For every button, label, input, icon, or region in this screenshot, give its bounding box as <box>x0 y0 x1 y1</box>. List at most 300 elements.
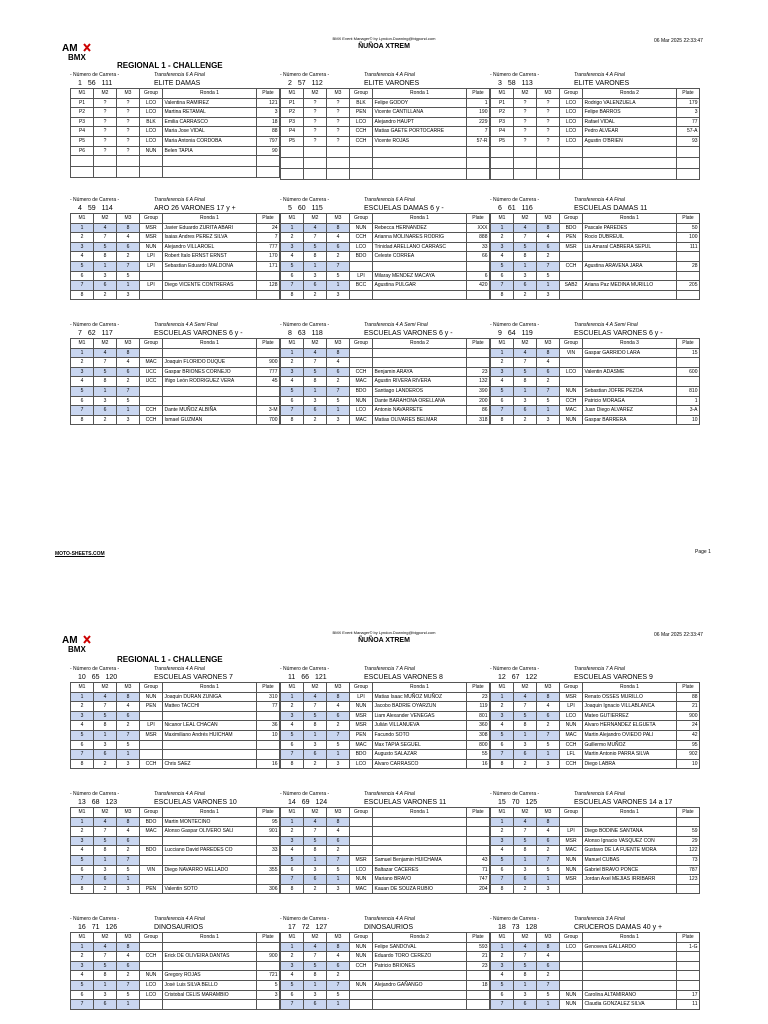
moto-1-gate: 5 <box>491 261 514 271</box>
rider-name <box>163 290 257 300</box>
moto-2-gate: 6 <box>514 406 537 416</box>
moto-2-gate: 3 <box>514 740 537 750</box>
table-header-row <box>491 214 700 224</box>
moto-1-gate: 4 <box>71 721 94 731</box>
rider-plate: 1 <box>467 98 490 108</box>
moto-1-gate: 4 <box>71 971 94 981</box>
rider-group <box>140 855 163 865</box>
rider-group: NUN <box>140 242 163 252</box>
rider-group <box>140 396 163 406</box>
moto-1-gate: P1 <box>281 98 304 108</box>
rider-name: Maria Antonia CORDOBA <box>163 136 257 146</box>
race-numbers-label: - Número de Carrera - <box>70 916 120 922</box>
table-row <box>281 1000 490 1010</box>
rider-name: Ismael GUZMAN <box>163 415 257 425</box>
rider-group <box>140 386 163 396</box>
col-m2: M2 <box>304 808 327 818</box>
moto-2-gate: 1 <box>304 855 327 865</box>
moto-3-gate: 5 <box>117 990 140 1000</box>
moto-3-gate: 7 <box>117 261 140 271</box>
moto-1-gate: 3 <box>491 242 514 252</box>
rider-plate: 787 <box>677 865 700 875</box>
rider-name <box>583 157 677 168</box>
moto-1-gate: 1 <box>281 942 304 952</box>
col-m3: M3 <box>537 683 560 693</box>
moto-3-gate: 1 <box>327 406 350 416</box>
moto-3-gate: 7 <box>537 855 560 865</box>
rider-name <box>373 846 467 856</box>
rider-group: NUN <box>560 721 583 731</box>
moto-2-gate <box>514 146 537 157</box>
race-numbers: 14 69 124 <box>288 799 328 806</box>
moto-3-gate <box>537 157 560 168</box>
svg-text:BMX: BMX <box>68 645 86 654</box>
col-m3: M3 <box>117 214 140 224</box>
moto-3-gate: 6 <box>327 836 350 846</box>
moto-3-gate: ? <box>327 108 350 118</box>
rider-name: Joaquin DURAN ZUNIGA <box>163 692 257 702</box>
moto-3-gate: 7 <box>327 261 350 271</box>
rider-plate <box>257 711 280 721</box>
moto-1-gate <box>281 157 304 168</box>
moto-3-gate: 8 <box>117 817 140 827</box>
col-plate: Plate <box>467 683 490 693</box>
moto-2-gate: 8 <box>514 252 537 262</box>
moto-3-gate: 5 <box>537 865 560 875</box>
table-row <box>491 233 700 243</box>
moto-1-gate: 5 <box>281 855 304 865</box>
transfer-label: Transferencia 6 A Final <box>574 791 625 797</box>
col-plate: Plate <box>677 933 700 943</box>
rider-group: MSR <box>140 223 163 233</box>
moto-1-gate: 4 <box>491 846 514 856</box>
moto-3-gate: 6 <box>117 367 140 377</box>
moto-2-gate: ? <box>304 127 327 137</box>
transfer-label: Transferencia 4 A Final <box>154 666 205 672</box>
rider-plate <box>467 168 490 179</box>
moto-1-gate: 8 <box>491 290 514 300</box>
moto-2-gate: 2 <box>514 884 537 894</box>
moto-3-gate: 8 <box>537 223 560 233</box>
col-plate: Plate <box>257 339 280 349</box>
col-plate: Plate <box>677 683 700 693</box>
rider-group: MAC <box>560 406 583 416</box>
transfer-label: Transferencia 6 A Final <box>154 72 205 78</box>
rider-name: Celeste CORREA <box>373 252 467 262</box>
rider-group: CCH <box>350 127 373 137</box>
table-row <box>281 846 490 856</box>
race-category: CRUCEROS DAMAS 40 y + <box>574 924 663 931</box>
moto-3-gate: 6 <box>537 367 560 377</box>
col-m1: M1 <box>491 933 514 943</box>
moto-1-gate: 5 <box>491 980 514 990</box>
rider-group: MSR <box>560 242 583 252</box>
rider-plate: 33 <box>467 242 490 252</box>
col-m1: M1 <box>281 683 304 693</box>
bmx-logo-2 <box>62 634 92 654</box>
rider-plate <box>677 980 700 990</box>
col-plate: Plate <box>257 89 280 99</box>
rider-group: LPI <box>350 692 373 702</box>
moto-2-gate: 8 <box>94 721 117 731</box>
rider-plate <box>677 884 700 894</box>
rider-group: UCC <box>140 367 163 377</box>
rider-plate: 10 <box>677 759 700 769</box>
moto-2-gate: 3 <box>514 865 537 875</box>
race-numbers: 4 59 114 <box>78 205 113 212</box>
rider-plate: 355 <box>257 865 280 875</box>
moto-2-gate: 6 <box>514 750 537 760</box>
rider-group: LCO <box>140 990 163 1000</box>
moto-2-gate: ? <box>514 117 537 127</box>
table-row <box>71 146 280 156</box>
rider-name: Trinidad ARELLANO CARRASC <box>373 242 467 252</box>
rider-group: NUN <box>140 971 163 981</box>
rider-group: MAC <box>350 377 373 387</box>
moto-1-gate: 7 <box>281 1000 304 1010</box>
rider-name: Martin Alejandro OVIEDO PALI <box>583 730 677 740</box>
moto-3-gate: 4 <box>327 233 350 243</box>
rider-name: Pedro ALVEAR <box>583 127 677 137</box>
table-row <box>491 817 700 827</box>
moto-2-gate: 6 <box>304 750 327 760</box>
moto-3-gate: 2 <box>117 252 140 262</box>
table-row <box>281 702 490 712</box>
moto-1-gate: 3 <box>71 367 94 377</box>
rider-group: NUN <box>560 386 583 396</box>
col-group: Group <box>140 214 163 224</box>
table-row <box>281 168 490 179</box>
rider-name: Martin MONTECINO <box>163 817 257 827</box>
col-m1: M1 <box>71 214 94 224</box>
moto-1-gate: P5 <box>491 136 514 146</box>
table-row <box>491 168 700 179</box>
moto-2-gate: 4 <box>304 348 327 358</box>
col-group: Group <box>140 339 163 349</box>
table-row <box>491 721 700 731</box>
rider-plate: 308 <box>467 730 490 740</box>
moto-3-gate: 5 <box>117 740 140 750</box>
rider-name: Mateo GUTIERREZ <box>583 711 677 721</box>
rider-plate <box>677 157 700 168</box>
rider-group <box>140 740 163 750</box>
rider-group <box>560 290 583 300</box>
rider-plate: 132 <box>467 377 490 387</box>
race-numbers-label: - Número de Carrera - <box>490 916 540 922</box>
moto-3-gate: 1 <box>117 281 140 291</box>
moto-2-gate: 7 <box>304 358 327 368</box>
rider-group: NUN <box>560 865 583 875</box>
moto-1-gate: 1 <box>491 348 514 358</box>
table-row <box>71 367 280 377</box>
table-row <box>491 1000 700 1010</box>
rider-group: LCO <box>140 108 163 118</box>
rider-name: Nicanor LEAL CHACAN <box>163 721 257 731</box>
rider-group <box>560 817 583 827</box>
rider-name: Antonio NAVARRETE <box>373 406 467 416</box>
rider-group <box>560 884 583 894</box>
moto-1-gate: 7 <box>491 750 514 760</box>
rider-group <box>350 146 373 157</box>
moto-2-gate: 4 <box>514 348 537 358</box>
table-row <box>71 817 280 827</box>
table-row <box>491 759 700 769</box>
rider-name: Manuel CUBAS <box>583 855 677 865</box>
moto-1-gate: 2 <box>491 952 514 962</box>
rider-group: LCO <box>560 711 583 721</box>
col-group: Group <box>140 808 163 818</box>
rider-group: NUN <box>560 1000 583 1010</box>
moto-2-gate: 1 <box>514 730 537 740</box>
col-m2: M2 <box>514 808 537 818</box>
rider-plate <box>257 836 280 846</box>
rider-plate <box>467 348 490 358</box>
col-m2: M2 <box>304 683 327 693</box>
col-ronda: Ronda 1 <box>163 808 257 818</box>
rider-name: Matias Isaac MUÑOZ MUÑOZ <box>373 692 467 702</box>
race-category: ESCUELAS VARONES 14 a 17 <box>574 799 673 806</box>
table-row <box>71 971 280 981</box>
moto-1-gate: 4 <box>281 971 304 981</box>
table-row <box>71 759 280 769</box>
moto-2-gate: ? <box>94 127 117 137</box>
col-m2: M2 <box>514 214 537 224</box>
moto-3-gate: 4 <box>537 702 560 712</box>
svg-text:AM: AM <box>62 43 78 54</box>
table-row <box>71 127 280 137</box>
table-row <box>71 386 280 396</box>
moto-1-gate: 8 <box>71 884 94 894</box>
table-row <box>71 396 280 406</box>
moto-1-gate: 3 <box>491 961 514 971</box>
moto-1-gate: 5 <box>71 386 94 396</box>
rider-plate: 33 <box>257 846 280 856</box>
race-table <box>280 88 490 180</box>
table-row <box>491 971 700 981</box>
col-m3: M3 <box>117 808 140 818</box>
moto-1-gate: P1 <box>491 98 514 108</box>
moto-2-gate: 2 <box>304 884 327 894</box>
moto-3-gate: 6 <box>327 961 350 971</box>
moto-1-gate: 4 <box>281 721 304 731</box>
moto-2-gate: 7 <box>94 233 117 243</box>
rider-plate <box>257 271 280 281</box>
moto-2-gate: 7 <box>514 233 537 243</box>
rider-plate: 95 <box>257 817 280 827</box>
rider-group <box>560 377 583 387</box>
moto-3-gate: 7 <box>117 386 140 396</box>
race-table <box>490 88 700 180</box>
moto-3-gate: 1 <box>117 875 140 885</box>
transfer-label: Transferencia 6 A Final <box>364 197 415 203</box>
table-row <box>71 242 280 252</box>
moto-2-gate: 7 <box>514 952 537 962</box>
rider-plate: 28 <box>677 261 700 271</box>
rider-plate: 66 <box>467 252 490 262</box>
moto-1-gate: 7 <box>281 875 304 885</box>
rider-group <box>140 348 163 358</box>
race-numbers: 9 64 119 <box>498 330 533 337</box>
transfer-label: Transferencia 3 A Final <box>574 916 625 922</box>
table-row <box>281 271 490 281</box>
rider-name: Alejandro VILLAROEL <box>163 242 257 252</box>
moto-3-gate: 4 <box>327 952 350 962</box>
rider-group: VIN <box>560 348 583 358</box>
moto-2-gate: 1 <box>94 855 117 865</box>
moto-3-gate: 8 <box>537 942 560 952</box>
col-group: Group <box>350 214 373 224</box>
rider-name <box>583 290 677 300</box>
moto-2-gate: 7 <box>514 827 537 837</box>
moto-1-gate: 4 <box>281 846 304 856</box>
moto-3-gate: 8 <box>117 692 140 702</box>
moto-2-gate: 2 <box>94 290 117 300</box>
rider-name <box>373 827 467 837</box>
race-table <box>280 682 490 769</box>
moto-1-gate: 6 <box>71 865 94 875</box>
moto-1-gate: 1 <box>281 692 304 702</box>
moto-3-gate: ? <box>117 117 140 127</box>
col-plate: Plate <box>257 683 280 693</box>
moto-3-gate: 8 <box>327 692 350 702</box>
rider-plate: 45 <box>257 377 280 387</box>
moto-2-gate: 1 <box>94 386 117 396</box>
rider-plate: 100 <box>677 233 700 243</box>
footer-site[interactable]: MOTO-SHEETS.COM <box>55 551 105 557</box>
moto-3-gate: ? <box>537 98 560 108</box>
moto-1-gate: 6 <box>491 990 514 1000</box>
moto-1-gate: 8 <box>281 415 304 425</box>
table-row <box>281 127 490 137</box>
rider-name: Gabriel BRAVO PONCE <box>583 865 677 875</box>
table-row <box>71 702 280 712</box>
table-row <box>281 980 490 990</box>
rider-group <box>350 836 373 846</box>
race-numbers: 6 61 116 <box>498 205 533 212</box>
col-m3: M3 <box>537 214 560 224</box>
moto-3-gate: 3 <box>537 759 560 769</box>
moto-1-gate: P5 <box>71 136 94 146</box>
table-row <box>281 396 490 406</box>
race-category: ESCUELAS VARONES 7 <box>154 674 233 681</box>
table-row <box>281 730 490 740</box>
rider-group: BDO <box>350 750 373 760</box>
table-header-row <box>491 339 700 349</box>
rider-plate <box>467 846 490 856</box>
rider-name <box>163 156 257 167</box>
table-header-row <box>491 808 700 818</box>
table-row <box>491 961 700 971</box>
moto-3-gate: 3 <box>327 415 350 425</box>
moto-1-gate: 7 <box>281 281 304 291</box>
moto-3-gate: 2 <box>327 252 350 262</box>
moto-2-gate: 8 <box>304 377 327 387</box>
moto-1-gate: 1 <box>71 817 94 827</box>
transfer-label: Transferencia 4 A Final <box>154 791 205 797</box>
race-table <box>70 338 280 425</box>
rider-name: Joaquin FLORIDO DUQUE <box>163 358 257 368</box>
rider-group <box>560 980 583 990</box>
rider-group: BDO <box>350 386 373 396</box>
table-row <box>281 827 490 837</box>
rider-plate: 77 <box>677 117 700 127</box>
race-category: ESCUELAS VARONES 6 y - <box>154 330 243 337</box>
moto-3-gate: 7 <box>327 855 350 865</box>
rider-plate: 6 <box>467 271 490 281</box>
table-row <box>71 281 280 291</box>
moto-1-gate: P2 <box>491 108 514 118</box>
moto-2-gate: 2 <box>304 759 327 769</box>
col-plate: Plate <box>257 933 280 943</box>
col-plate: Plate <box>257 214 280 224</box>
rider-plate: 721 <box>257 971 280 981</box>
svg-text:BMX: BMX <box>68 53 86 62</box>
moto-1-gate <box>281 168 304 179</box>
rider-group: LCO <box>560 127 583 137</box>
rider-name: Matias GAETE PORTOCARRE <box>373 127 467 137</box>
race-numbers: 3 58 113 <box>498 80 533 87</box>
rider-group <box>350 290 373 300</box>
moto-2-gate <box>304 168 327 179</box>
moto-2-gate: 8 <box>514 971 537 981</box>
col-ronda: Ronda 1 <box>583 214 677 224</box>
moto-3-gate: 7 <box>537 980 560 990</box>
moto-2-gate: 6 <box>94 750 117 760</box>
race-numbers-label: - Número de Carrera - <box>280 916 330 922</box>
moto-3-gate <box>327 146 350 157</box>
rider-plate: 18 <box>467 980 490 990</box>
moto-2-gate: ? <box>304 136 327 146</box>
table-row <box>281 386 490 396</box>
race-table <box>490 338 700 425</box>
moto-2-gate: 6 <box>514 875 537 885</box>
moto-3-gate: 8 <box>327 348 350 358</box>
table-row <box>491 875 700 885</box>
transfer-label: Transferencia 4 A Semi Final <box>154 322 218 328</box>
moto-3-gate: ? <box>327 98 350 108</box>
col-m1: M1 <box>491 683 514 693</box>
moto-1-gate: P3 <box>71 117 94 127</box>
moto-1-gate: 1 <box>281 817 304 827</box>
moto-2-gate: 5 <box>304 242 327 252</box>
col-m2: M2 <box>94 933 117 943</box>
moto-2-gate: ? <box>514 108 537 118</box>
table-row <box>491 702 700 712</box>
moto-3-gate: 2 <box>537 721 560 731</box>
print-datetime-2: 06 Mar 2025 22:33:47 <box>654 632 703 638</box>
moto-2-gate: 5 <box>304 961 327 971</box>
table-row <box>71 730 280 740</box>
rider-plate: 797 <box>257 136 280 146</box>
moto-3-gate: 7 <box>537 386 560 396</box>
software-credit: BMX Event Manager© by Lyndon.Downing@bigpond.com <box>332 36 436 41</box>
rider-name: Diego BODINE SANTANA <box>583 827 677 837</box>
moto-3-gate: 8 <box>117 942 140 952</box>
rider-name <box>373 1000 467 1010</box>
col-group: Group <box>350 89 373 99</box>
table-row <box>281 884 490 894</box>
moto-2-gate: 5 <box>514 367 537 377</box>
col-ronda: Ronda 2 <box>583 89 677 99</box>
table-row <box>491 846 700 856</box>
moto-2-gate: 5 <box>304 367 327 377</box>
moto-3-gate: ? <box>537 127 560 137</box>
rider-name: Robert Italo ERNST ERNST <box>163 252 257 262</box>
rider-plate <box>677 252 700 262</box>
col-group: Group <box>140 933 163 943</box>
moto-3-gate: 7 <box>327 980 350 990</box>
moto-1-gate <box>491 168 514 179</box>
